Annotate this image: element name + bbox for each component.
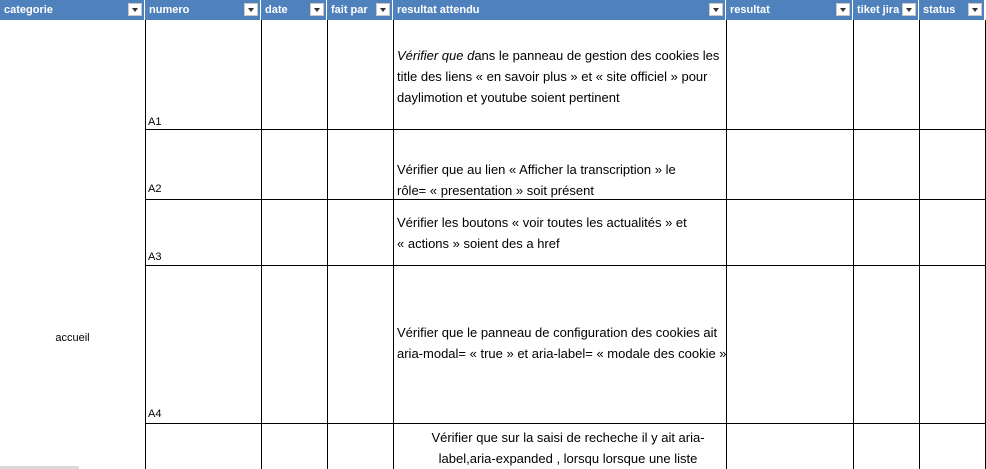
- column-header-label: resultat attendu: [397, 4, 480, 16]
- expected-result-5[interactable]: [400, 427, 736, 469]
- expected-line: daylimotion et youtube soient pertinent: [397, 90, 620, 105]
- column-header-label: resultat: [730, 4, 770, 16]
- expected-line: rôle= « presentation » soit présent: [397, 183, 594, 198]
- column-header-fait-par[interactable]: [327, 0, 393, 20]
- expected-line: Vérifier que au lien « Afficher la transcription » le: [397, 162, 676, 177]
- grid-line: [261, 20, 262, 469]
- grid-line: [145, 423, 986, 424]
- expected-italic-text: Vérifier que d: [397, 48, 475, 63]
- category-label: accueil: [55, 332, 90, 344]
- filter-dropdown-icon[interactable]: [128, 3, 142, 16]
- filter-dropdown-icon[interactable]: [376, 3, 390, 16]
- expected-text: ans le panneau de gestion des cookies les: [474, 48, 720, 63]
- column-header-tiket-jira[interactable]: [853, 0, 919, 20]
- category-cell[interactable]: [0, 20, 145, 469]
- column-header-status[interactable]: [919, 0, 985, 20]
- grid-line: [145, 129, 986, 130]
- filter-dropdown-icon[interactable]: [709, 3, 723, 16]
- column-header-label: fait par: [331, 4, 368, 16]
- column-header-label: date: [265, 4, 288, 16]
- expected-result-a3[interactable]: [397, 212, 727, 254]
- filter-dropdown-icon[interactable]: [244, 3, 258, 16]
- expected-line: label,aria-expanded , lorsqu lorsque une liste: [438, 451, 698, 466]
- row-number-a4[interactable]: A4: [148, 408, 162, 420]
- expected-line: Vérifier les boutons « voir toutes les actualités » et: [397, 215, 687, 230]
- row-number-a2[interactable]: A2: [148, 183, 162, 195]
- column-header-categorie[interactable]: [0, 0, 145, 20]
- column-header-numero[interactable]: [145, 0, 261, 20]
- column-header-resultat-attendu[interactable]: [393, 0, 726, 20]
- grid-line: [853, 20, 854, 469]
- row-number-a3[interactable]: A3: [148, 251, 162, 263]
- filter-dropdown-icon[interactable]: [310, 3, 324, 16]
- grid-line: [919, 20, 920, 469]
- column-header-label: tiket jira: [857, 4, 900, 16]
- grid-line: [393, 20, 394, 469]
- column-header-date[interactable]: [261, 0, 327, 20]
- filter-dropdown-icon[interactable]: [836, 3, 850, 16]
- expected-result-a1[interactable]: [397, 45, 727, 108]
- grid-line: [145, 265, 986, 266]
- row-number-a1[interactable]: A1: [148, 116, 162, 128]
- expected-result-a4[interactable]: [397, 322, 727, 364]
- expected-line: [397, 45, 727, 66]
- column-header-label: status: [923, 4, 956, 16]
- grid-line: [327, 20, 328, 469]
- expected-line: « actions » soient des a href: [397, 236, 560, 251]
- filter-dropdown-icon[interactable]: [968, 3, 982, 16]
- expected-result-a2[interactable]: [397, 159, 727, 201]
- expected-line: Vérifier que sur la saisi de recheche il y ait aria-: [431, 430, 705, 445]
- grid-line: [145, 20, 146, 469]
- filter-dropdown-icon[interactable]: [902, 3, 916, 16]
- column-header-label: categorie: [4, 4, 53, 16]
- expected-line: Vérifier que le panneau de configuration des cookies ait: [397, 325, 718, 340]
- column-header-resultat[interactable]: [726, 0, 853, 20]
- column-header-label: numero: [149, 4, 190, 16]
- expected-line: aria-modal= « true » et aria-label= « modale des cookie »: [397, 346, 727, 361]
- expected-line: title des liens « en savoir plus » et « site officiel » pour: [397, 69, 708, 84]
